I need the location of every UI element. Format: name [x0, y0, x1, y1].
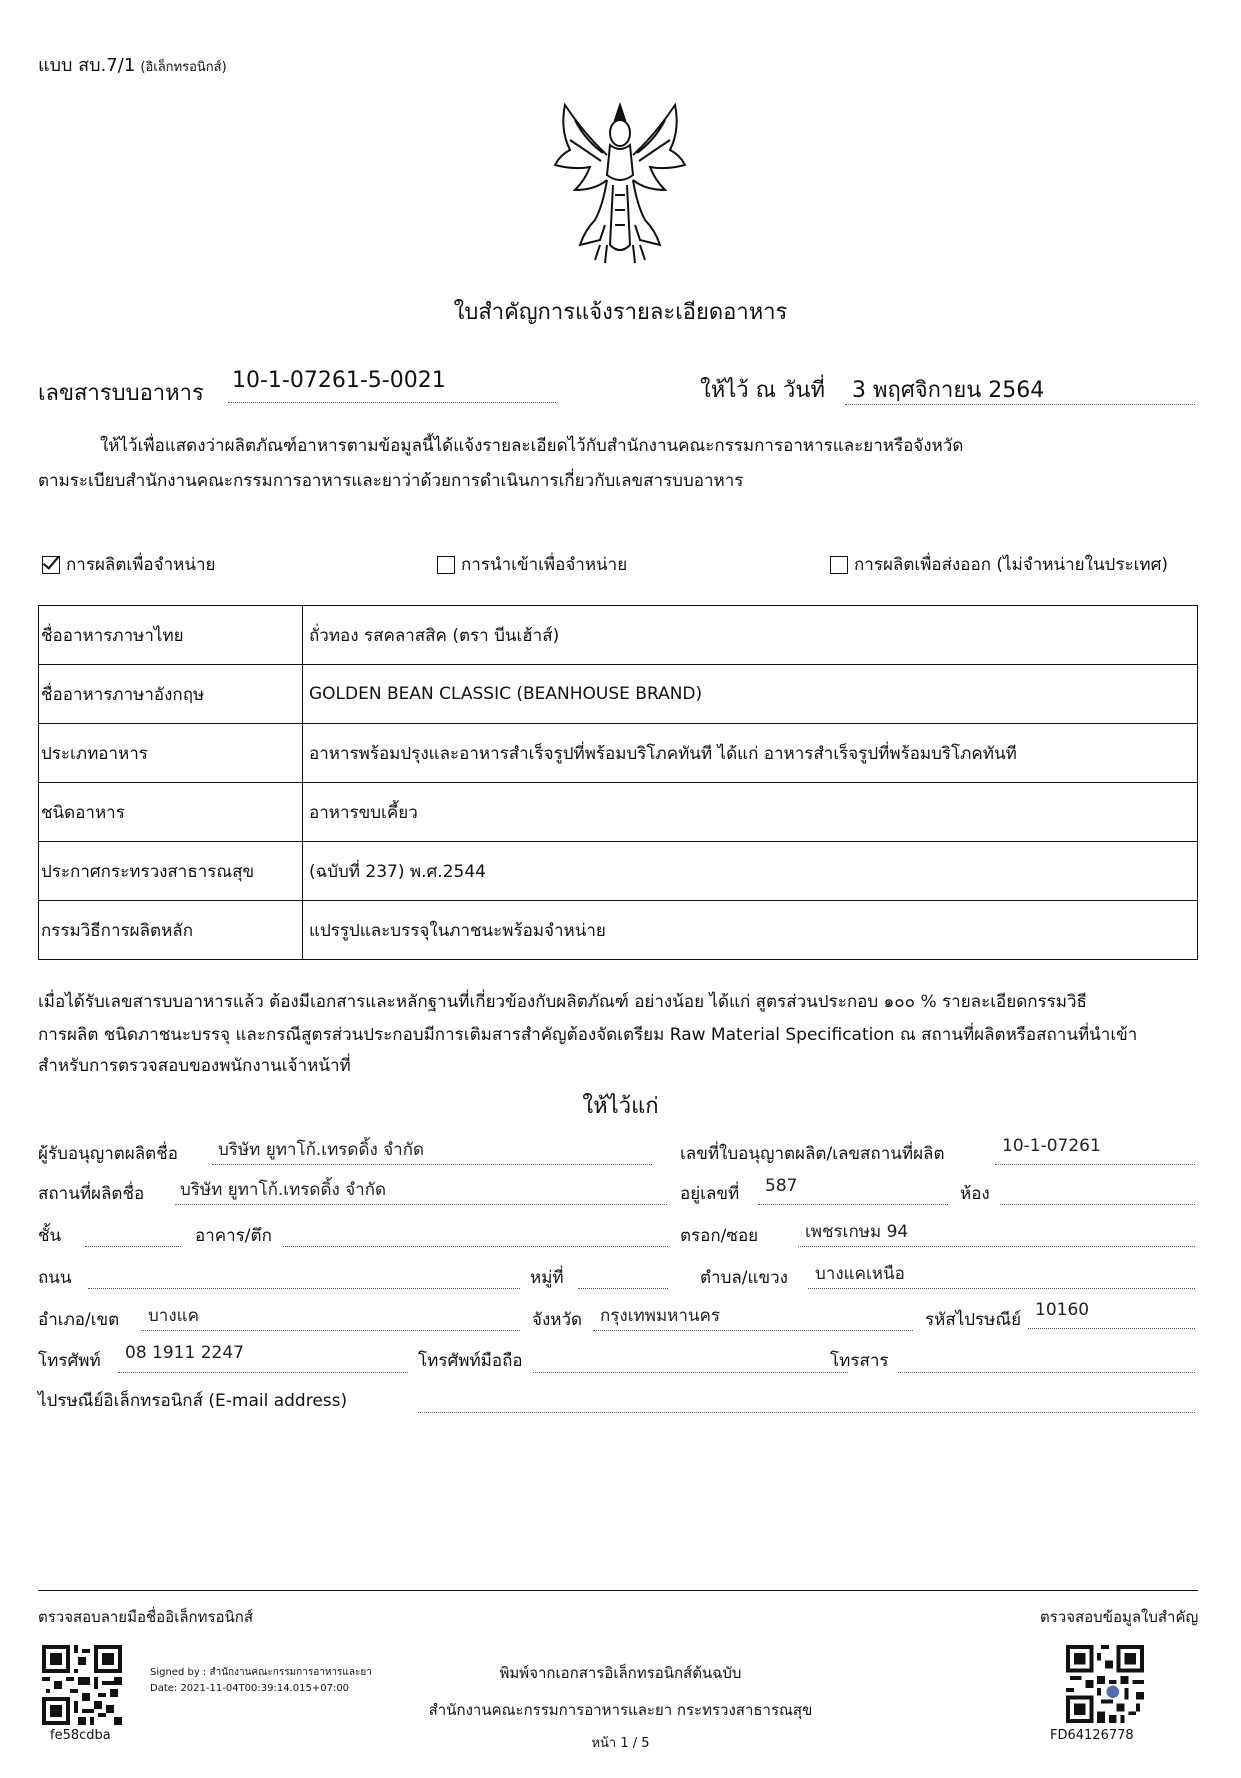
- garuda-emblem-icon: [545, 95, 695, 265]
- phone-label: โทรศัพท์: [38, 1351, 101, 1371]
- document-title: ใบสำคัญการแจ้งรายละเอียดอาหาร: [453, 300, 788, 325]
- table-cell-value: GOLDEN BEAN CLASSIC (BEANHOUSE BRAND): [303, 665, 1198, 724]
- table-row: [39, 665, 1198, 724]
- field-line: [578, 1288, 668, 1289]
- signed-by: Signed by : สำนักงานคณะกรรมการอาหารและยา: [150, 1667, 372, 1678]
- moo-label: หมู่ที่: [530, 1268, 564, 1288]
- certificate-qr-code-icon[interactable]: [1066, 1645, 1144, 1723]
- licensee-value: บริษัท ยูทาโก้.เทรดดิ้ง จำกัด: [218, 1140, 425, 1160]
- table-cell-label: กรรมวิธีการผลิตหลัก: [39, 901, 303, 960]
- licensee-label: ผู้รับอนุญาตผลิตชื่อ: [38, 1144, 178, 1164]
- province-value: กรุงเทพมหานคร: [600, 1306, 721, 1326]
- table-cell-label: ชื่ออาหารภาษาอังกฤษ: [39, 665, 303, 724]
- room-label: ห้อง: [960, 1184, 990, 1204]
- subdistrict-value: บางแคเหนือ: [815, 1264, 905, 1284]
- signed-date: Date: 2021-11-04T00:39:14.015+07:00: [150, 1683, 350, 1694]
- printed-from: พิมพ์จากเอกสารอิเล็กทรอนิกส์ต้นฉบับ: [499, 1664, 742, 1682]
- subdistrict-label: ตำบล/แขวง: [700, 1268, 788, 1288]
- site-label: สถานที่ผลิตชื่อ: [38, 1184, 145, 1204]
- table-row: [39, 842, 1198, 901]
- intro-line-2: ตามระเบียบสำนักงานคณะกรรมการอาหารและยาว่าด้วยการดำเนินการเกี่ยวกับเลขสารบบอาหาร: [38, 471, 744, 491]
- page-number: หน้า 1 / 5: [591, 1736, 650, 1751]
- purpose-option-export[interactable]: การผลิตเพื่อส่งออก (ไม่จำหน่ายในประเทศ): [830, 551, 1168, 578]
- purpose-option-production[interactable]: การผลิตเพื่อจำหน่าย: [42, 551, 215, 578]
- field-line: [1000, 1204, 1195, 1205]
- table-cell-label: ชื่ออาหารภาษาไทย: [39, 606, 303, 665]
- table-cell-value: อาหารขบเคี้ยว: [303, 783, 1198, 842]
- table-cell-label: ประเภทอาหาร: [39, 724, 303, 783]
- field-line: [283, 1246, 668, 1247]
- signature-qr-caption: fe58cdba: [50, 1728, 111, 1743]
- table-cell-label: ชนิดอาหาร: [39, 783, 303, 842]
- postcode-label: รหัสไปรษณีย์: [925, 1310, 1022, 1330]
- field-line: [798, 1246, 1195, 1247]
- checkbox-empty-icon[interactable]: [437, 556, 455, 574]
- checkbox-empty-icon[interactable]: [830, 556, 848, 574]
- intro-line-1: ให้ไว้เพื่อแสดงว่าผลิตภัณฑ์อาหารตามข้อมูลนี้ได้แจ้งรายละเอียดไว้กับสำนักงานคณะกรรมการอาหารและยาหรือจังหวัด: [100, 436, 964, 456]
- soi-label: ตรอก/ซอย: [680, 1226, 759, 1246]
- field-line: [995, 1164, 1195, 1165]
- field-line: [212, 1164, 652, 1165]
- table-cell-value: แปรรูปและบรรจุในภาชนะพร้อมจำหน่าย: [303, 901, 1198, 960]
- district-value: บางแค: [148, 1306, 199, 1326]
- license-number-label: เลขที่ใบอนุญาตผลิต/เลขสถานที่ผลิต: [680, 1144, 945, 1164]
- table-row: [39, 606, 1198, 665]
- district-label: อำเภอ/เขต: [38, 1310, 120, 1330]
- province-label: จังหวัด: [532, 1310, 583, 1330]
- verify-signature-label: ตรวจสอบลายมือชื่ออิเล็กทรอนิกส์: [38, 1608, 254, 1626]
- house-number-value: 587: [765, 1176, 798, 1196]
- purpose-option-import[interactable]: การนำเข้าเพื่อจำหน่าย: [437, 551, 627, 578]
- notice-line-2: การผลิต ชนิดภาชนะบรรจุ และกรณีสูตรส่วนประกอบมีการเติมสารสำคัญต้องจัดเตรียม Raw Material Specification ณ สถานที่ผลิตหรือสถานที่นำเข้า: [38, 1025, 1138, 1045]
- field-line: [593, 1330, 913, 1331]
- issued-date-label: ให้ไว้ ณ วันที่: [700, 378, 825, 403]
- field-line: [898, 1372, 1195, 1373]
- notice-line-3: สำหรับการตรวจสอบของพนักงานเจ้าหน้าที่: [38, 1056, 351, 1076]
- certificate-qr-caption: FD64126778: [1050, 1728, 1134, 1743]
- email-label: ไปรษณีย์อิเล็กทรอนิกส์ (E-mail address): [38, 1391, 348, 1411]
- field-line: [808, 1288, 1195, 1289]
- site-value: บริษัท ยูทาโก้.เทรดดิ้ง จำกัด: [180, 1180, 387, 1200]
- mobile-label: โทรศัพท์มือถือ: [418, 1351, 523, 1371]
- field-line: [175, 1204, 667, 1205]
- field-line: [418, 1412, 1195, 1413]
- registration-number-line: [228, 402, 556, 403]
- house-number-label: อยู่เลขที่: [680, 1184, 740, 1204]
- issued-date-line: [845, 404, 1195, 405]
- registration-label: เลขสารบบอาหาร: [38, 381, 204, 406]
- table-row: [39, 901, 1198, 960]
- food-info-table: [38, 605, 1198, 960]
- table-cell-value: ถั่วทอง รสคลาสสิค (ตรา บีนเฮ้าส์): [303, 606, 1198, 665]
- verify-certificate-label: ตรวจสอบข้อมูลใบสำคัญ: [1040, 1608, 1199, 1626]
- table-row: [39, 783, 1198, 842]
- checkbox-checked-icon[interactable]: [42, 556, 60, 574]
- registration-number: 10-1-07261-5-0021: [232, 368, 446, 393]
- field-line: [533, 1372, 848, 1373]
- issued-to-heading: ให้ไว้แก่: [582, 1094, 659, 1119]
- notice-line-1: เมื่อได้รับเลขสารบบอาหารแล้ว ต้องมีเอกสารและหลักฐานที่เกี่ยวข้องกับผลิตภัณฑ์ อย่างน้อย ได้แก่ สูตรส่วนประกอบ ๑๐๐ % รายละเอียดกรรมวิธี: [38, 992, 1087, 1012]
- field-line: [118, 1372, 408, 1373]
- table-cell-value: อาหารพร้อมปรุงและอาหารสำเร็จรูปที่พร้อมบริโภคทันที ได้แก่ อาหารสำเร็จรูปที่พร้อมบริโภคทันที: [303, 724, 1198, 783]
- fax-label: โทรสาร: [830, 1351, 889, 1371]
- road-label: ถนน: [38, 1268, 72, 1288]
- agency-name: สำนักงานคณะกรรมการอาหารและยา กระทรวงสาธารณสุข: [428, 1701, 813, 1719]
- field-line: [85, 1246, 181, 1247]
- floor-label: ชั้น: [38, 1226, 62, 1246]
- license-number-value: 10-1-07261: [1002, 1136, 1101, 1156]
- field-line: [758, 1204, 948, 1205]
- soi-value: เพชรเกษม 94: [805, 1222, 909, 1242]
- field-line: [1028, 1328, 1195, 1329]
- phone-value: 08 1911 2247: [125, 1343, 244, 1363]
- field-line: [88, 1288, 520, 1289]
- field-line: [141, 1330, 520, 1331]
- form-code: แบบ สบ.7/1 (อิเล็กทรอนิกส์): [38, 55, 227, 76]
- table-row: [39, 724, 1198, 783]
- table-cell-value: (ฉบับที่ 237) พ.ศ.2544: [303, 842, 1198, 901]
- table-cell-label: ประกาศกระทรวงสาธารณสุข: [39, 842, 303, 901]
- postcode-value: 10160: [1035, 1300, 1090, 1320]
- issued-date: 3 พฤศจิกายน 2564: [852, 378, 1045, 403]
- building-label: อาคาร/ตึก: [195, 1226, 272, 1246]
- footer-divider: [38, 1590, 1198, 1591]
